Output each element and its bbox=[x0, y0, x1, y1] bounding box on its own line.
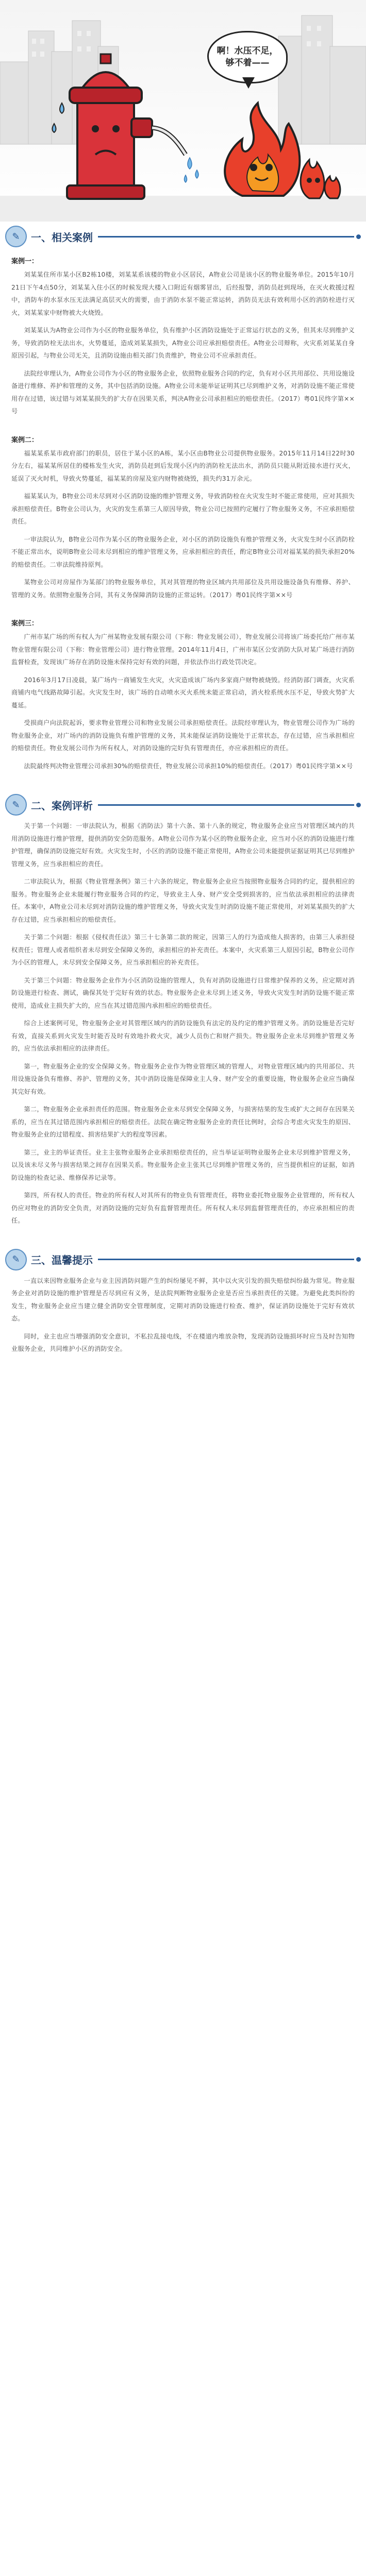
tips-paragraph: 同时，业主也应当增强消防安全意识，不私拉乱接电线，不在楼道内堆放杂物，发现消防设施损坏时应当及时告知物业服务企业，共同维护小区的消防安全。 bbox=[11, 1332, 355, 1352]
case-2-paragraph: 一审法院认为，B物业公司作为某小区的物业服务企业，对小区的消防设施负有维护管理义务，火灾发生时小区消防栓不能正常出水，说明B物业公司未尽到相应的维护管理义务，应承担相应的责任，酌定B物业公司对福某某的损失承担20%的赔偿责任。二审法院维持原判。 bbox=[11, 535, 355, 568]
section-title: 二、案例评析 bbox=[31, 799, 93, 812]
analysis-paragraph: 二审法院认为，根据《物业管理条例》第三十六条的规定，物业服务企业应当按照物业服务合同的约定，提供相应的服务。物业服务企业未能履行物业服务合同的约定，导致业主人身、财产安全受到损害的，应当依法承担相应的法律责任。本案中，A物业公司未尽到对消防设施的维护管理义务，导致火灾发生时消防设施不能正常使用，对刘某某损失的扩大存在过错，应当承担相应的赔偿责任。 bbox=[11, 878, 355, 923]
section-title: 一、相关案例 bbox=[31, 231, 93, 244]
analysis-paragraph: 第二，物业服务企业承担责任的范围。物业服务企业未尽到安全保障义务，与损害结果的发生或扩大之间存在因果关系的，应当在其过错范围内承担相应的赔偿责任。法院在确定物业服务企业的责任比例时，会综合考虑火灾发生的原因、物业服务企业的过错程度、损害结果扩大的程度等因素。 bbox=[11, 1106, 355, 1138]
analysis-paragraph: 关于第一个问题：一审法院认为，根据《消防法》第十六条、第十八条的规定，物业服务企业应当对管理区域内的共用消防设施进行维护管理，提供消防安全防范服务。A物业公司作为某小区的物业服务企业，应当对小区的消防设施进行维护管理，确保消防设施完好有效。火灾发生时，小区的消防设施不能正常使用，A物业公司未能提供证据证明其已尽到维护管理义务，应当承担相应的责任。 bbox=[11, 822, 355, 868]
case-3-paragraph: 法院最终判决物业管理公司承担30%的赔偿责任，物业发展公司承担10%的赔偿责任。（2017）粤01民终字第××号 bbox=[24, 762, 353, 770]
water-drip-icon bbox=[185, 158, 199, 182]
section-divider bbox=[98, 236, 354, 238]
analysis-content bbox=[0, 820, 366, 1227]
case-3-paragraph: 2016年3月17日凌晨，某广场内一商铺发生火灾，火灾造成该广场内多家商户财物被烧毁。经消防部门调查，火灾系商铺内电气线路故障引起。火灾发生时，该广场的自动喷水灭火系统未能正常启动，消火栓系统水压不足，导致火势扩大蔓延。 bbox=[11, 676, 355, 709]
speech-bubble bbox=[207, 31, 288, 83]
analysis-paragraph: 第三，业主的举证责任。业主主张物业服务企业承担赔偿责任的，应当举证证明物业服务企业未尽到维护管理义务，以及该未尽义务与损害结果之间存在因果关系。物业服务企业主张其已尽到维护管理义务的，应当提供相应的证据，如消防设施的检查记录、维修保养记录等。 bbox=[11, 1148, 355, 1181]
case-1-label: 案例一： bbox=[11, 258, 39, 265]
analysis-paragraph: 第四，所有权人的责任。物业的所有权人对其所有的物业负有管理责任，将物业委托物业服务企业管理的，所有权人仍应对物业的消防安全负责，对消防设施的完好负有监督管理责任。所有权人未尽到监督管理责任的，亦应承担相应的责任。 bbox=[11, 1192, 355, 1224]
tips-paragraph: 一直以来因物业服务企业与业主因消防问题产生的纠纷屡见不鲜，其中以火灾引发的损失赔偿纠纷最为常见。物业服务企业对消防设施的维护管理是否尽到应有义务，是法院判断物业服务企业是否应当承担责任的关键。为避免此类纠纷的发生，物业服务企业应当建立健全消防安全管理制度，定期对消防设施进行检查、维护，保证消防设施处于完好有效状态。 bbox=[11, 1277, 355, 1322]
speech-line-2: 够不着—— bbox=[225, 58, 270, 68]
section-divider bbox=[98, 1259, 354, 1260]
document-icon: ✎ bbox=[5, 1249, 27, 1270]
section-title: 三、温馨提示 bbox=[31, 1254, 93, 1266]
case-1-paragraph: 刘某某认为A物业公司作为小区的物业服务单位，负有维护小区消防设施处于正常运行状态的义务，但其未尽到维护义务，导致消防栓无法出水，火势蔓延，造成刘某某损失，A物业公司应承担赔偿责任。A物业公司辩称，火灾系刘某某自身原因引起，与物业公司无关，且消防设施由相关部门负责维护，物业公司不应承担责任。 bbox=[11, 327, 355, 359]
section-divider bbox=[98, 804, 354, 806]
case-1-paragraph: 刘某某住所市某小区B2栋10楼，刘某某系该楼的物业小区居民，A物业公司是该小区的物业服务单位。2015年10月21日下午4点50分，刘某某入住小区的时候发现大楼入口附近有烟雾冒出，后经报警，消防员赶到现场，在灭火救援过程中，消防车的水泵水压无法满足高层灭火的需要，由于消防水泵不能正常运转，消防员无法有效利用小区的消防栓进行灭火，刘某某家中财物被大火烧毁。 bbox=[11, 271, 355, 316]
analysis-paragraph: 第一，物业服务企业的安全保障义务。物业服务企业作为物业管理区域的管理人，对物业管理区域内的共用部位、共用设施设备负有维修、养护、管理的义务，其中消防设施是保障业主人身、财产安全的重要设施，物业服务企业应当确保其完好有效。 bbox=[11, 1062, 355, 1095]
analysis-paragraph: 综合上述案例可见，物业服务企业对其管理区域内的消防设施负有法定的及约定的维护管理义务。消防设施是否完好有效，直接关系到火灾发生时能否及时有效地扑救火灾，减少人员伤亡和财产损失。物业服务企业未尽到维护管理义务的，应当依法承担相应的法律责任。 bbox=[11, 1020, 355, 1052]
speech-line-1: 啊！水压不足， bbox=[217, 46, 278, 57]
section-header-cases bbox=[5, 222, 361, 251]
document-icon: ✎ bbox=[5, 794, 27, 816]
section-divider-dot bbox=[356, 803, 361, 807]
analysis-paragraph: 关于第三个问题：物业服务企业作为小区消防设施的管理人，负有对消防设施进行日常维护保养的义务，应定期对消防设施进行检查、测试，确保其处于完好有效的状态。物业服务企业未尽到上述义务，导致火灾发生时消防设施不能正常使用，造成业主损失扩大的，应当在其过错范围内承担相应的赔偿责任。 bbox=[11, 976, 355, 1009]
section-divider-dot bbox=[356, 1257, 361, 1262]
tips-content bbox=[0, 1275, 366, 1355]
case-1-paragraph: 法院经审理认为，A物业公司作为小区的物业服务企业，依照物业服务合同的约定，负有对小区共用部位、共用设施设备进行维修、养护和管理的义务，其中包括消防设施。A物业公司未能举证证明其已尽到维护义务，对消防设施不能正常使用存在过错，该过错与刘某某损失的扩大存在因果关系，判决A物业公司承担相应的赔偿责任。（2017）粤01民终字第××号 bbox=[11, 369, 355, 415]
case-3-label: 案例三： bbox=[11, 620, 39, 628]
speech-bubble-tail bbox=[242, 77, 255, 89]
case-2-paragraph: 福某某认为，B物业公司未尽到对小区消防设施的维护管理义务，导致消防栓在火灾发生时不能正常使用，应对其损失承担赔偿责任。B物业公司认为，火灾的发生系第三人原因导致，物业公司已按照约定履行了物业服务义务，不应承担赔偿责任。 bbox=[11, 493, 355, 525]
case-2-label: 案例二： bbox=[11, 436, 39, 444]
fire-cartoon-illustration bbox=[0, 0, 366, 222]
case-3-paragraph: 广州市某广场的所有权人为广州某物业发展有限公司（下称：物业发展公司），物业发展公司将该广场委托给广州市某物业管理有限公司（下称：物业管理公司）进行物业管理。2014年11月4日，广州市某区公安消防大队对某广场进行消防监督检查，发现该广场存在消防设施未保持完好有效的问题，并依法作出行政处罚决定。 bbox=[11, 633, 355, 666]
section-header-tips bbox=[5, 1245, 361, 1275]
section-header-analysis bbox=[5, 790, 361, 820]
hero-illustration bbox=[0, 0, 366, 222]
case-2-paragraph: 福某某系某市政府部门的职员，居住于某小区的A栋，某小区由B物业公司提供物业服务。2015年11月14日22时30分左右，福某某所居住的楼栋发生火灾，消防员赶到后发现小区内的消防栓无法出水，消防员只能从附近接水进行灭火，延误了灭火时机，导致火势蔓延，福某某的房屋及室内财物被烧毁，损失约31万余元。 bbox=[11, 449, 355, 482]
analysis-paragraph: 关于第二个问题：根据《侵权责任法》第三十七条第二款的规定，因第三人的行为造成他人损害的，由第三人承担侵权责任；管理人或者组织者未尽到安全保障义务的，承担相应的补充责任。本案中，火灾系第三人原因引起，B物业公司作为小区的管理人，未尽到安全保障义务，应当承担相应的补充责任。 bbox=[11, 934, 355, 966]
document-icon: ✎ bbox=[5, 226, 27, 247]
case-2-paragraph: 某物业公司对房屋作为某部门的物业服务单位，其对其管理的物业区域内共用部位及共用设施设备负有维修、养护、管理的义务。依照物业服务合同，其有义务保障消防设施的正常运转。（2017）粤01民终字第××号 bbox=[11, 579, 355, 599]
case-3-paragraph: 受损商户向法院起诉，要求物业管理公司和物业发展公司承担赔偿责任。法院经审理认为，物业管理公司作为广场的物业服务企业，对广场内的消防设施负有维护管理的义务，其未能保证消防设施处于正常状态，存在过错，应当承担相应的赔偿责任。物业发展公司作为所有权人，对消防设施的完好负有管理责任，亦应承担相应的责任。 bbox=[11, 719, 355, 752]
section-divider-dot bbox=[356, 234, 361, 239]
cases-content bbox=[0, 256, 366, 772]
